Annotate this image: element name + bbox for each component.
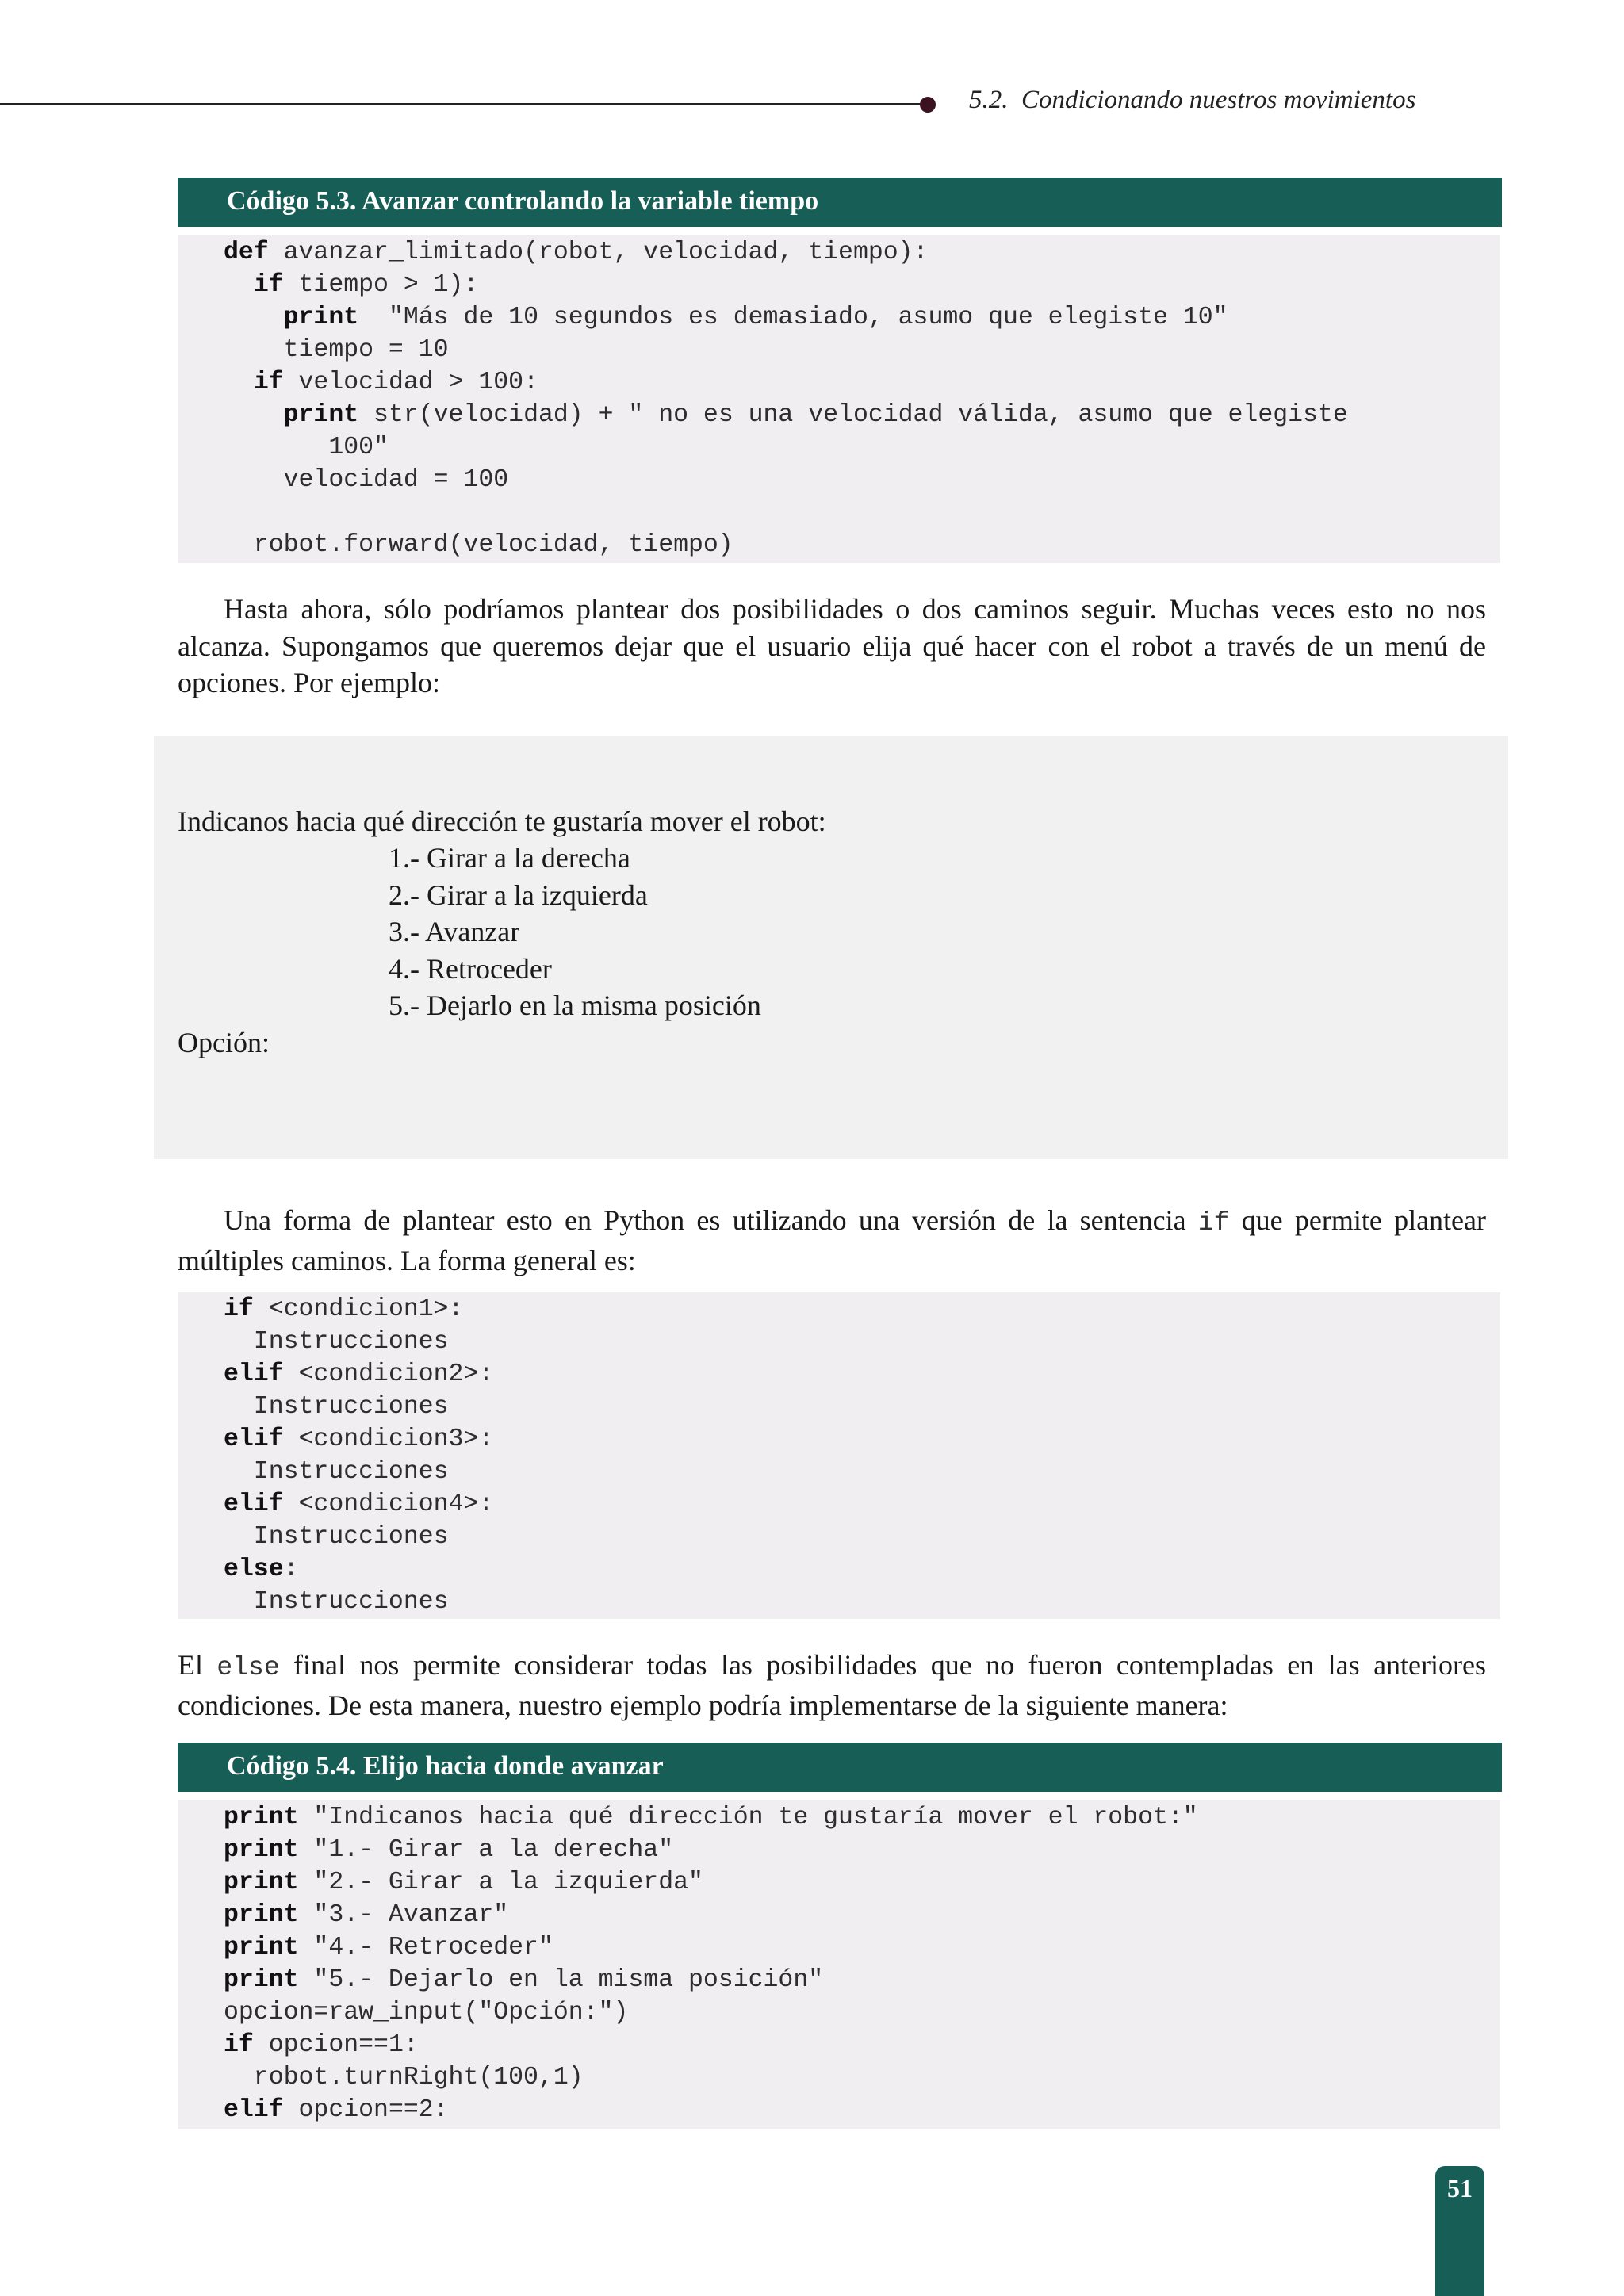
section-title: Condicionando nuestros movimientos <box>1021 86 1416 114</box>
code-line <box>224 1964 1500 1996</box>
paragraph-text: que permite plantear múltiples caminos. La forma general es: <box>178 1204 1486 1276</box>
code-text: 100" <box>224 434 389 461</box>
menu-option: 4.- Retroceder <box>389 952 552 985</box>
code-text: "2.- Girar a la izquierda" <box>298 1869 703 1896</box>
code-keyword: elif <box>224 1425 284 1453</box>
code-line <box>224 1391 1500 1423</box>
code-text: velocidad = 100 <box>224 466 509 494</box>
code-text <box>224 401 284 429</box>
code-keyword: if <box>224 1295 254 1323</box>
code-line <box>224 1488 1500 1521</box>
code-line <box>224 2061 1500 2094</box>
code-line <box>224 431 1500 464</box>
menu-option: 3.- Avanzar <box>389 916 520 947</box>
code-text: opcion=raw_input("Opción:") <box>224 1999 629 2026</box>
code-keyword: print <box>224 1836 299 1864</box>
inline-code: else <box>216 1653 280 1682</box>
code-block <box>178 235 1500 563</box>
code-text: opcion==1: <box>253 2031 419 2059</box>
code-text: : <box>283 1556 299 1583</box>
code-text: opcion==2: <box>283 2096 449 2124</box>
code-line <box>224 1801 1500 1834</box>
code-line <box>224 1834 1500 1866</box>
code-keyword: print <box>224 1966 299 1994</box>
code-keyword: if <box>253 271 284 299</box>
code-text: <condicion4>: <box>283 1490 494 1518</box>
code-keyword: elif <box>224 1490 284 1518</box>
code-keyword: elif <box>224 2096 284 2124</box>
menu-example-box <box>154 736 1508 1159</box>
code-text: velocidad > 100: <box>283 369 538 396</box>
code-line <box>224 1423 1500 1456</box>
code-text: tiempo = 10 <box>224 336 449 364</box>
running-header <box>969 86 1415 115</box>
code-keyword: if <box>224 2031 254 2059</box>
code-text: <condicion3>: <box>283 1425 494 1453</box>
header-bullet-icon <box>920 97 936 113</box>
code-text: <condicion2>: <box>283 1360 494 1388</box>
code-line <box>224 236 1500 269</box>
menu-options <box>389 840 761 1024</box>
menu-option: 1.- Girar a la derecha <box>389 842 630 874</box>
menu-option: 2.- Girar a la izquierda <box>389 878 648 911</box>
code-text: Instrucciones <box>224 1588 449 1616</box>
code-line <box>224 464 1500 496</box>
code-line <box>224 1326 1500 1358</box>
code-text: Instrucciones <box>224 1328 449 1356</box>
menu-option: 5.- Dejarlo en la misma posición <box>389 989 761 1021</box>
code-text: "Indicanos hacia qué dirección te gustaría mover el robot:" <box>298 1804 1198 1831</box>
code-line <box>224 2029 1500 2061</box>
code-line <box>224 2094 1500 2126</box>
code-line <box>224 399 1500 431</box>
code-text: <condicion1>: <box>253 1295 464 1323</box>
code-line <box>224 334 1500 366</box>
code-line <box>224 1358 1500 1391</box>
code-block <box>178 1292 1500 1619</box>
code-keyword: print <box>224 1804 299 1831</box>
code-keyword: print <box>283 401 359 429</box>
code-text <box>224 304 284 331</box>
paragraph-text: Una forma de plantear esto en Python es utilizando una versión de la sentencia <box>224 1204 1198 1236</box>
code-line <box>224 366 1500 399</box>
header-rule <box>0 103 925 105</box>
code-text: "1.- Girar a la derecha" <box>298 1836 674 1864</box>
page-number: 51 <box>1435 2166 1484 2296</box>
code-line <box>224 529 1500 561</box>
paragraph: Hasta ahora, sólo podríamos plantear dos posibilidades o dos caminos seguir. Muchas veces esto no nos alcanza. Supongamos que queremos dejar que el usuario elija qué hacer con el robot a través de un menú de opciones. Por ejemplo: <box>178 593 1486 698</box>
code-keyword: print <box>224 1901 299 1929</box>
code-keyword: print <box>224 1869 299 1896</box>
code-keyword: print <box>283 304 359 331</box>
code-text <box>224 271 254 299</box>
code-line <box>224 1586 1500 1618</box>
code-keyword: print <box>224 1934 299 1961</box>
code-text <box>224 369 254 396</box>
code-text: "3.- Avanzar" <box>298 1901 509 1929</box>
section-number: 5.2. <box>969 86 1009 114</box>
menu-prompt: Indicanos hacia qué dirección te gustaría mover el robot: <box>178 806 826 837</box>
inline-code: if <box>1197 1208 1230 1238</box>
code-text: robot.turnRight(100,1) <box>224 2064 584 2091</box>
code-text: avanzar_limitado(robot, velocidad, tiempo): <box>268 239 929 266</box>
code-line <box>224 1456 1500 1488</box>
menu-option-label: Opción: <box>178 1027 270 1058</box>
code-line <box>224 1293 1500 1326</box>
code-text: tiempo > 1): <box>283 271 479 299</box>
paragraph-text: final nos permite considerar todas las posibilidades que no fueron contempladas en las anteriores condiciones. De esta manera, nuestro ejemplo podría implementarse de la siguiente manera: <box>178 1649 1486 1721</box>
code-line <box>224 1521 1500 1553</box>
code-block <box>178 1800 1500 2129</box>
listing-title-bar: Código 5.4. Elijo hacia donde avanzar <box>178 1743 1502 1792</box>
code-line <box>224 1899 1500 1931</box>
code-text: Instrucciones <box>224 1523 449 1551</box>
code-keyword: if <box>253 369 284 396</box>
code-line <box>224 1931 1500 1964</box>
code-text: "5.- Dejarlo en la misma posición" <box>298 1966 824 1994</box>
code-text: Instrucciones <box>224 1458 449 1486</box>
code-text: str(velocidad) + " no es una velocidad válida, asumo que elegiste <box>358 401 1348 429</box>
code-text: Instrucciones <box>224 1393 449 1421</box>
paragraph <box>178 1202 1486 1279</box>
paragraph <box>178 1647 1486 1724</box>
code-text: "4.- Retroceder" <box>298 1934 553 1961</box>
code-line <box>224 1866 1500 1899</box>
listing-title-bar: Código 5.3. Avanzar controlando la variable tiempo <box>178 178 1502 227</box>
code-keyword: def <box>224 239 269 266</box>
code-line <box>224 1553 1500 1586</box>
code-line <box>224 1996 1500 2029</box>
code-keyword: else <box>224 1556 284 1583</box>
code-keyword: elif <box>224 1360 284 1388</box>
code-text: "Más de 10 segundos es demasiado, asumo que elegiste 10" <box>358 304 1228 331</box>
code-line <box>224 301 1500 334</box>
paragraph-text: El <box>178 1649 217 1681</box>
code-line <box>224 496 1500 529</box>
code-line <box>224 269 1500 301</box>
code-text: robot.forward(velocidad, tiempo) <box>224 531 733 559</box>
